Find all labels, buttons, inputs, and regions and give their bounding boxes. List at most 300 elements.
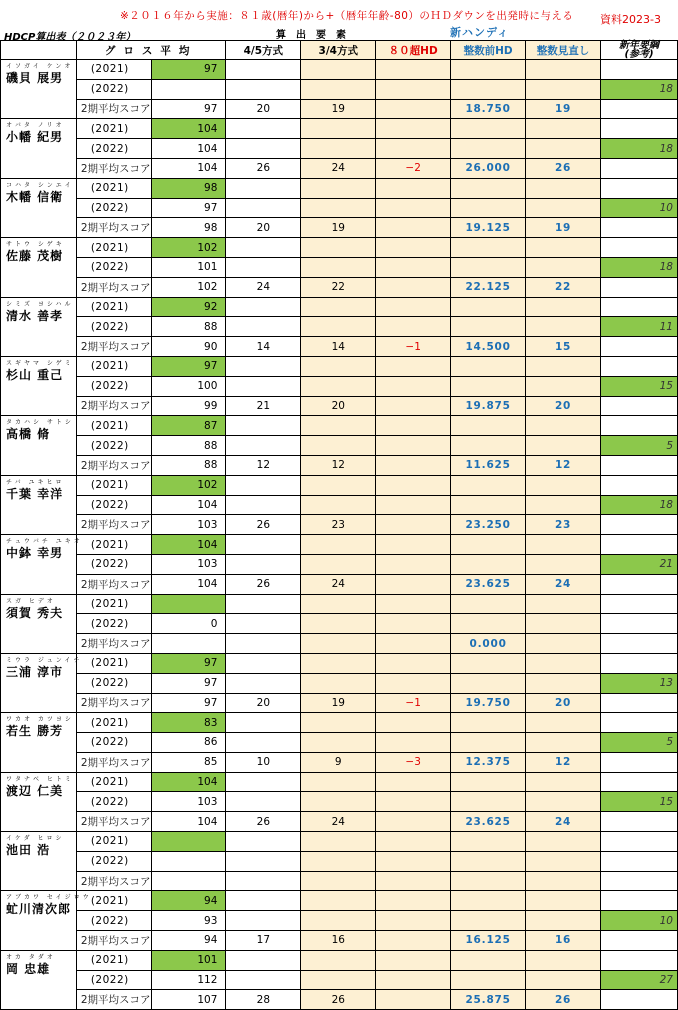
pale-cell: [451, 792, 526, 812]
player-name: 中鉢 幸男: [6, 546, 64, 561]
method-34-value: 19: [301, 218, 376, 238]
player-furigana: オカ タダオ: [6, 953, 56, 961]
pale-cell: [526, 356, 601, 376]
senen-cell: [601, 515, 678, 535]
avg-score-label: 2期平均スコア: [76, 158, 151, 178]
senen-cell: [601, 772, 678, 792]
player-row-2021: [1, 119, 678, 139]
hd-after-round: 19: [526, 218, 601, 238]
avg-score-label: 2期平均スコア: [76, 515, 151, 535]
year-label-2021: (2021): [76, 950, 151, 970]
pale-cell: [301, 238, 376, 258]
cell-45-empty: [226, 950, 301, 970]
pale-cell: [526, 713, 601, 733]
pale-cell: [526, 416, 601, 436]
over80-adjust: [376, 931, 451, 951]
player-row-average: [1, 337, 678, 357]
score-2021[interactable]: 102: [151, 238, 226, 258]
pale-cell: [451, 851, 526, 871]
pale-cell: [526, 297, 601, 317]
senen-cell: [601, 871, 678, 891]
score-2022[interactable]: 97: [151, 198, 226, 218]
senen-reference: 5: [601, 436, 678, 456]
hd-after-round: 24: [526, 574, 601, 594]
hd-before-round: 22.125: [451, 277, 526, 297]
pale-cell: [526, 792, 601, 812]
hd-before-round: 19.875: [451, 396, 526, 416]
score-2022[interactable]: 104: [151, 495, 226, 515]
avg-score-label: 2期平均スコア: [76, 931, 151, 951]
player-row-2021: [1, 178, 678, 198]
player-row-2022: [1, 554, 678, 574]
year-label-2022: (2022): [76, 198, 151, 218]
player-row-2022: [1, 257, 678, 277]
cell-45-empty: [226, 198, 301, 218]
cell-45-empty: [226, 832, 301, 852]
pale-cell: [526, 198, 601, 218]
player-furigana: サトウ シゲキ: [6, 241, 65, 249]
pale-cell: [301, 416, 376, 436]
score-2021[interactable]: 92: [151, 297, 226, 317]
score-2022[interactable]: 0: [151, 614, 226, 634]
score-2022[interactable]: 103: [151, 554, 226, 574]
senen-cell: [601, 396, 678, 416]
method-34-value: 24: [301, 812, 376, 832]
year-label-2021: (2021): [76, 713, 151, 733]
method-45-value: 26: [226, 812, 301, 832]
senen-reference: 10: [601, 911, 678, 931]
pale-cell: [376, 950, 451, 970]
player-row-2022: [1, 851, 678, 871]
pale-cell: [376, 317, 451, 337]
method-34-value: 26: [301, 990, 376, 1010]
senen-cell: [601, 218, 678, 238]
pale-cell: [301, 257, 376, 277]
avg-score-label: 2期平均スコア: [76, 218, 151, 238]
pale-cell: [451, 772, 526, 792]
senen-cell: [601, 297, 678, 317]
hd-after-round: 12: [526, 455, 601, 475]
player-row-2021: [1, 891, 678, 911]
player-furigana: ワカオ カツヨシ: [6, 716, 74, 724]
avg-score-label: 2期平均スコア: [76, 277, 151, 297]
hd-after-round: 20: [526, 693, 601, 713]
cell-45-empty: [226, 772, 301, 792]
year-label-2022: (2022): [76, 851, 151, 871]
avg-score-label: 2期平均スコア: [76, 337, 151, 357]
method-45-value: 12: [226, 455, 301, 475]
senen-cell: [601, 832, 678, 852]
player-furigana: オバタ ノリオ: [6, 122, 65, 130]
method-34-value: 9: [301, 752, 376, 772]
year-label-2021: (2021): [76, 891, 151, 911]
avg-score: 97: [151, 693, 226, 713]
avg-score-label: 2期平均スコア: [76, 455, 151, 475]
avg-score-label: 2期平均スコア: [76, 812, 151, 832]
score-2022[interactable]: 88: [151, 317, 226, 337]
score-2021[interactable]: 101: [151, 950, 226, 970]
avg-score-label: 2期平均スコア: [76, 396, 151, 416]
avg-score: [151, 634, 226, 654]
year-label-2021: (2021): [76, 653, 151, 673]
player-row-average: [1, 634, 678, 654]
pale-cell: [451, 356, 526, 376]
senen-cell: [601, 455, 678, 475]
score-2021[interactable]: 104: [151, 772, 226, 792]
senen-reference: 10: [601, 198, 678, 218]
hd-after-round: 24: [526, 812, 601, 832]
avg-score-label: 2期平均スコア: [76, 693, 151, 713]
pale-cell: [526, 535, 601, 555]
hd-after-round: 26: [526, 990, 601, 1010]
header-over80: ８０超HD: [376, 41, 451, 60]
avg-score: 90: [151, 337, 226, 357]
senen-cell: [601, 950, 678, 970]
method-45-value: 14: [226, 337, 301, 357]
score-2022[interactable]: 112: [151, 970, 226, 990]
hd-before-round: 19.750: [451, 693, 526, 713]
pale-cell: [451, 257, 526, 277]
pale-cell: [376, 772, 451, 792]
pale-cell: [451, 119, 526, 139]
method-45-value: 26: [226, 515, 301, 535]
score-2021[interactable]: 98: [151, 178, 226, 198]
cell-45-empty: [226, 475, 301, 495]
hd-after-round: 23: [526, 515, 601, 535]
pale-cell: [376, 673, 451, 693]
cell-45-empty: [226, 911, 301, 931]
cell-45-empty: [226, 554, 301, 574]
year-label-2021: (2021): [76, 356, 151, 376]
pale-cell: [301, 60, 376, 80]
pale-cell: [451, 673, 526, 693]
player-furigana: シミズ ヨシハル: [6, 300, 74, 308]
score-2022[interactable]: 97: [151, 673, 226, 693]
player-name-cell: [1, 535, 83, 594]
cell-45-empty: [226, 257, 301, 277]
header-after: 整数見直し: [526, 41, 601, 60]
year-label-2021: (2021): [76, 475, 151, 495]
year-label-2021: (2021): [76, 238, 151, 258]
player-furigana: アブカワ セイジロウ: [6, 894, 92, 902]
method-34-value: 23: [301, 515, 376, 535]
cell-45-empty: [226, 673, 301, 693]
pale-cell: [526, 653, 601, 673]
player-row-2022: [1, 436, 678, 456]
score-2021[interactable]: 83: [151, 713, 226, 733]
hd-after-round: 20: [526, 396, 601, 416]
pale-cell: [376, 198, 451, 218]
pale-cell: [376, 832, 451, 852]
cell-45-empty: [226, 178, 301, 198]
hdcp-table: [0, 40, 678, 1010]
avg-score: 104: [151, 574, 226, 594]
pale-cell: [376, 79, 451, 99]
pale-cell: [451, 475, 526, 495]
hd-after-round: 26: [526, 158, 601, 178]
score-2022[interactable]: 86: [151, 733, 226, 753]
player-row-average: [1, 752, 678, 772]
player-name-cell: [1, 60, 77, 119]
senen-cell: [601, 535, 678, 555]
player-row-2021: [1, 772, 678, 792]
hd-after-round: [526, 634, 601, 654]
player-row-2021: [1, 416, 678, 436]
method-34-value: [301, 871, 376, 891]
pale-cell: [376, 495, 451, 515]
score-2021[interactable]: 97: [151, 356, 226, 376]
pale-cell: [376, 297, 451, 317]
player-name-cell: [1, 891, 92, 950]
score-2021[interactable]: 94: [151, 891, 226, 911]
top-note: ※２０１６年から実施：８１歳(暦年)から+（暦年年齢-80）のＨＤダウンを出発時に与える: [120, 10, 574, 22]
score-2022[interactable]: [151, 851, 226, 871]
pale-cell: [301, 317, 376, 337]
new-handicap-title: 新ハンディ: [450, 26, 510, 39]
score-2021[interactable]: [151, 594, 226, 614]
pale-cell: [376, 851, 451, 871]
pale-cell: [526, 376, 601, 396]
cell-45-empty: [226, 119, 301, 139]
avg-score: 104: [151, 158, 226, 178]
pale-cell: [451, 554, 526, 574]
score-2022[interactable]: 101: [151, 257, 226, 277]
cell-45-empty: [226, 297, 301, 317]
cell-45-empty: [226, 376, 301, 396]
player-name-cell: [1, 119, 77, 178]
pale-cell: [526, 60, 601, 80]
player-row-2022: [1, 733, 678, 753]
player-row-2021: [1, 60, 678, 80]
method-34-value: 12: [301, 455, 376, 475]
player-name-cell: [1, 238, 77, 297]
method-34-value: 19: [301, 99, 376, 119]
pale-cell: [301, 832, 376, 852]
player-furigana: イソガイ ケンオ: [6, 63, 74, 70]
cell-45-empty: [226, 436, 301, 456]
pale-cell: [451, 178, 526, 198]
cell-45-empty: [226, 713, 301, 733]
player-row-average: [1, 693, 678, 713]
method-45-value: 28: [226, 990, 301, 1010]
pale-cell: [301, 178, 376, 198]
pale-cell: [451, 970, 526, 990]
senen-reference: 21: [601, 554, 678, 574]
score-2021[interactable]: 87: [151, 416, 226, 436]
cell-45-empty: [226, 535, 301, 555]
pale-cell: [451, 60, 526, 80]
method-34-value: 24: [301, 574, 376, 594]
player-row-2021: [1, 713, 678, 733]
pale-cell: [301, 970, 376, 990]
header-34: 3/4方式: [301, 41, 376, 60]
pale-cell: [526, 832, 601, 852]
hd-before-round: 14.500: [451, 337, 526, 357]
score-2021[interactable]: 97: [151, 60, 226, 80]
senen-cell: [601, 99, 678, 119]
senen-cell: [601, 356, 678, 376]
player-row-2022: [1, 792, 678, 812]
senen-reference: 18: [601, 139, 678, 159]
player-row-2022: [1, 376, 678, 396]
year-label-2021: (2021): [76, 832, 151, 852]
player-row-average: [1, 158, 678, 178]
player-row-2022: [1, 673, 678, 693]
pale-cell: [526, 911, 601, 931]
pale-cell: [526, 495, 601, 515]
pale-cell: [376, 178, 451, 198]
calc-elements-title: 算出要素: [276, 30, 356, 41]
cell-45-empty: [226, 495, 301, 515]
hd-before-round: 19.125: [451, 218, 526, 238]
year-label-2022: (2022): [76, 673, 151, 693]
hd-after-round: 12: [526, 752, 601, 772]
pale-cell: [451, 535, 526, 555]
pale-cell: [526, 238, 601, 258]
player-row-average: [1, 990, 678, 1010]
method-34-value: 24: [301, 158, 376, 178]
pale-cell: [526, 257, 601, 277]
pale-cell: [301, 356, 376, 376]
pale-cell: [526, 79, 601, 99]
score-2021[interactable]: 97: [151, 653, 226, 673]
hd-before-round: 12.375: [451, 752, 526, 772]
score-2022[interactable]: 100: [151, 376, 226, 396]
player-name: 若生 勝芳: [6, 724, 64, 739]
score-2022[interactable]: [151, 79, 226, 99]
pale-cell: [376, 733, 451, 753]
pale-cell: [376, 653, 451, 673]
pale-cell: [526, 119, 601, 139]
senen-cell: [601, 119, 678, 139]
cell-45-empty: [226, 792, 301, 812]
method-34-value: 19: [301, 693, 376, 713]
header-meikan: 新年要綱 (参考): [601, 41, 678, 60]
senen-cell: [601, 416, 678, 436]
cell-45-empty: [226, 356, 301, 376]
score-2022[interactable]: 104: [151, 139, 226, 159]
player-furigana: イケダ ヒロシ: [6, 835, 65, 843]
pale-cell: [301, 614, 376, 634]
pale-cell: [376, 238, 451, 258]
player-name-cell: [1, 416, 77, 475]
avg-score-label: 2期平均スコア: [76, 574, 151, 594]
player-name-cell: [1, 713, 77, 772]
senen-cell: [601, 653, 678, 673]
pale-cell: [376, 970, 451, 990]
method-45-value: [226, 634, 301, 654]
senen-cell: [601, 574, 678, 594]
year-label-2022: (2022): [76, 79, 151, 99]
pale-cell: [301, 594, 376, 614]
pale-cell: [451, 911, 526, 931]
method-34-value: 16: [301, 931, 376, 951]
score-2022[interactable]: 103: [151, 792, 226, 812]
pale-cell: [526, 772, 601, 792]
player-name: 杉山 重己: [6, 367, 64, 382]
score-2021[interactable]: 104: [151, 535, 226, 555]
year-label-2022: (2022): [76, 911, 151, 931]
cell-45-empty: [226, 139, 301, 159]
cell-45-empty: [226, 891, 301, 911]
avg-score: 107: [151, 990, 226, 1010]
pale-cell: [451, 733, 526, 753]
player-name: 磯貝 展男: [6, 71, 64, 85]
player-row-2021: [1, 594, 678, 614]
avg-score-label: 2期平均スコア: [76, 634, 151, 654]
hd-after-round: 22: [526, 277, 601, 297]
player-name: 池田 浩: [6, 843, 51, 858]
player-name: 虻川清次郎: [6, 902, 72, 917]
document-reference: 資料2023-3: [600, 13, 661, 26]
over80-adjust: [376, 277, 451, 297]
player-name-cell: [1, 356, 77, 415]
over80-adjust: [376, 218, 451, 238]
pale-cell: [526, 851, 601, 871]
avg-score-label: 2期平均スコア: [76, 99, 151, 119]
avg-score: 99: [151, 396, 226, 416]
pale-cell: [301, 119, 376, 139]
score-2022[interactable]: 93: [151, 911, 226, 931]
pale-cell: [451, 376, 526, 396]
player-furigana: スギヤマ シゲミ: [6, 359, 74, 367]
year-label-2022: (2022): [76, 614, 151, 634]
player-name: 清水 善孝: [6, 308, 64, 323]
hd-before-round: 26.000: [451, 158, 526, 178]
avg-score-label: 2期平均スコア: [76, 990, 151, 1010]
year-label-2022: (2022): [76, 317, 151, 337]
pale-cell: [301, 79, 376, 99]
year-label-2022: (2022): [76, 554, 151, 574]
senen-reference: 11: [601, 317, 678, 337]
player-name: 岡 忠雄: [6, 961, 51, 976]
pale-cell: [301, 554, 376, 574]
player-furigana: チュウバチ ユキオ: [6, 538, 83, 546]
player-name: 渡辺 仁美: [6, 783, 64, 798]
senen-reference: 15: [601, 792, 678, 812]
pale-cell: [301, 792, 376, 812]
senen-cell: [601, 277, 678, 297]
hd-before-round: 23.250: [451, 515, 526, 535]
pale-cell: [301, 535, 376, 555]
pale-cell: [301, 950, 376, 970]
year-label-2021: (2021): [76, 594, 151, 614]
player-name: 高橋 脩: [6, 427, 51, 442]
score-2021[interactable]: 102: [151, 475, 226, 495]
avg-score: 97: [151, 99, 226, 119]
player-row-2021: [1, 653, 678, 673]
player-row-2021: [1, 238, 678, 258]
cell-45-empty: [226, 594, 301, 614]
pale-cell: [526, 317, 601, 337]
player-row-2021: [1, 950, 678, 970]
score-2022[interactable]: 88: [151, 436, 226, 456]
pale-cell: [301, 772, 376, 792]
pale-cell: [451, 713, 526, 733]
player-row-2022: [1, 495, 678, 515]
pale-cell: [376, 554, 451, 574]
player-row-average: [1, 218, 678, 238]
over80-adjust: −2: [376, 158, 451, 178]
over80-adjust: [376, 455, 451, 475]
year-label-2021: (2021): [76, 178, 151, 198]
pale-cell: [376, 594, 451, 614]
over80-adjust: [376, 990, 451, 1010]
score-2021[interactable]: 104: [151, 119, 226, 139]
score-2021[interactable]: [151, 832, 226, 852]
senen-reference: 15: [601, 376, 678, 396]
avg-score: 104: [151, 812, 226, 832]
